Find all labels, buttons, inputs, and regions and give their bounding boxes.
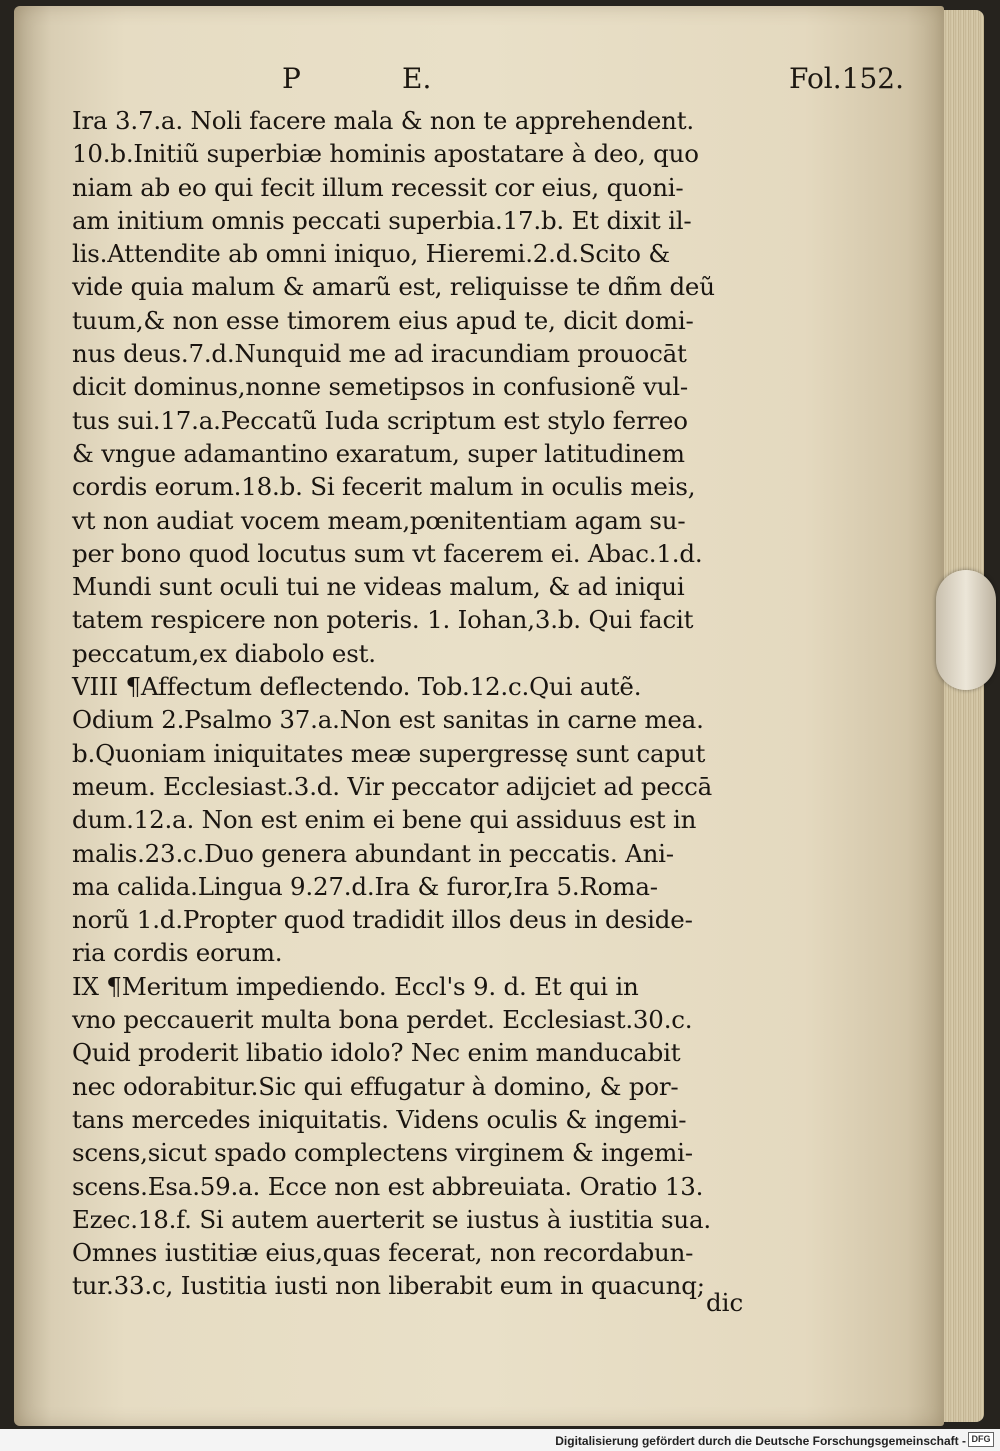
text-line: dicit dominus,nonne semetipsos in confusionẽ vul-: [72, 372, 689, 402]
text-line: Mundi sunt oculi tui ne videas malum, & ad iniqui: [72, 572, 685, 602]
text-line: tuum,& non esse timorem eius apud te, dicit domi-: [72, 305, 694, 335]
section-heading-line: IX ¶Meritum impediendo. Eccl's 9. d. Et qui in: [72, 971, 639, 1001]
text-line: Ira 3.7.a. Noli facere mala & non te apprehendent.: [72, 106, 694, 135]
section-heading-line: VIII ¶Affectum deflectendo. Tob.12.c.Qui autẽ.: [72, 672, 642, 702]
text-line: vide quia malum & amarũ est, reliquisse te dñm deũ: [72, 272, 715, 302]
text-line: malis.23.c.Duo genera abundant in peccatis. Ani-: [72, 838, 674, 868]
text-line: Omnes iustitiæ eius,quas fecerat, non recordabun-: [72, 1238, 694, 1268]
text-line: 10.b.Initiũ superbiæ hominis apostatare à deo, quo: [72, 139, 699, 169]
text-line: vt non audiat vocem meam,pœnitentiam agam su-: [72, 505, 686, 535]
text-line: dum.12.a. Non est enim ei bene qui assiduus est in: [72, 805, 697, 835]
running-head-letter-left: P: [282, 62, 301, 95]
text-line: nec odorabitur.Sic qui effugatur à domino, & por-: [72, 1071, 679, 1101]
text-line: tatem respicere non poteris. 1. Iohan,3.b. Qui facit: [72, 605, 694, 635]
text-line: tans mercedes iniquitatis. Videns oculis & ingemi-: [72, 1104, 687, 1134]
text-line: nus deus.7.d.Nunquid me ad iracundiam prouocāt: [72, 339, 687, 369]
text-line: norũ 1.d.Propter quod tradidit illos deus in deside-: [72, 905, 693, 935]
text-line: Ezec.18.f. Si autem auerterit se iustus à iustitia sua.: [72, 1204, 711, 1234]
running-head-letter-right: E.: [402, 62, 432, 95]
running-head: [60, 62, 930, 102]
text-line: vno peccauerit multa bona perdet. Ecclesiast.30.c.: [72, 1005, 693, 1035]
text-line: peccatum,ex diabolo est.: [72, 638, 376, 668]
text-line: niam ab eo qui fecit illum recessit cor eius, quoni-: [72, 172, 684, 202]
text-line: tur.33.c, Iustitia iusti non liberabit eum in quacunq;: [72, 1271, 705, 1301]
dfg-logo-icon: DFG: [968, 1432, 994, 1447]
text-line: cordis eorum.18.b. Si fecerit malum in oculis meis,: [72, 472, 696, 502]
digitization-footer: [0, 1429, 1000, 1451]
body-text: [72, 104, 772, 1303]
text-line: Odium 2.Psalmo 37.a.Non est sanitas in carne mea.: [72, 705, 704, 735]
text-line: & vngue adamantino exaratum, super latitudinem: [72, 438, 685, 468]
text-line: meum. Ecclesiast.3.d. Vir peccator adijciet ad peccā: [72, 771, 713, 801]
text-line: Quid proderit libatio idolo? Nec enim manducabit: [72, 1038, 681, 1068]
text-line: tus sui.17.a.Peccatũ Iuda scriptum est stylo ferreo: [72, 405, 688, 435]
catchword: dic: [706, 1288, 744, 1317]
text-line: b.Quoniam iniquitates meæ supergressę sunt caput: [72, 738, 706, 768]
text-line: scens,sicut spado complectens virginem & ingemi-: [72, 1138, 693, 1168]
text-line: ria cordis eorum.: [72, 938, 283, 968]
text-line: ma calida.Lingua 9.27.d.Ira & furor,Ira 5.Roma-: [72, 871, 658, 901]
book-clasp: [936, 570, 996, 690]
folio-number: Fol.152.: [789, 62, 904, 95]
text-line: lis.Attendite ab omni iniquo, Hieremi.2.d.Scito &: [72, 239, 670, 269]
text-line: per bono quod locutus sum vt facerem ei. Abac.1.d.: [72, 538, 703, 568]
funding-credit: Digitalisierung gefördert durch die Deutsche Forschungsgemeinschaft -: [555, 1434, 966, 1448]
text-line: scens.Esa.59.a. Ecce non est abbreuiata. Oratio 13.: [72, 1171, 704, 1201]
text-line: am initium omnis peccati superbia.17.b. Et dixit il-: [72, 205, 692, 235]
page-edges: [944, 10, 984, 1422]
